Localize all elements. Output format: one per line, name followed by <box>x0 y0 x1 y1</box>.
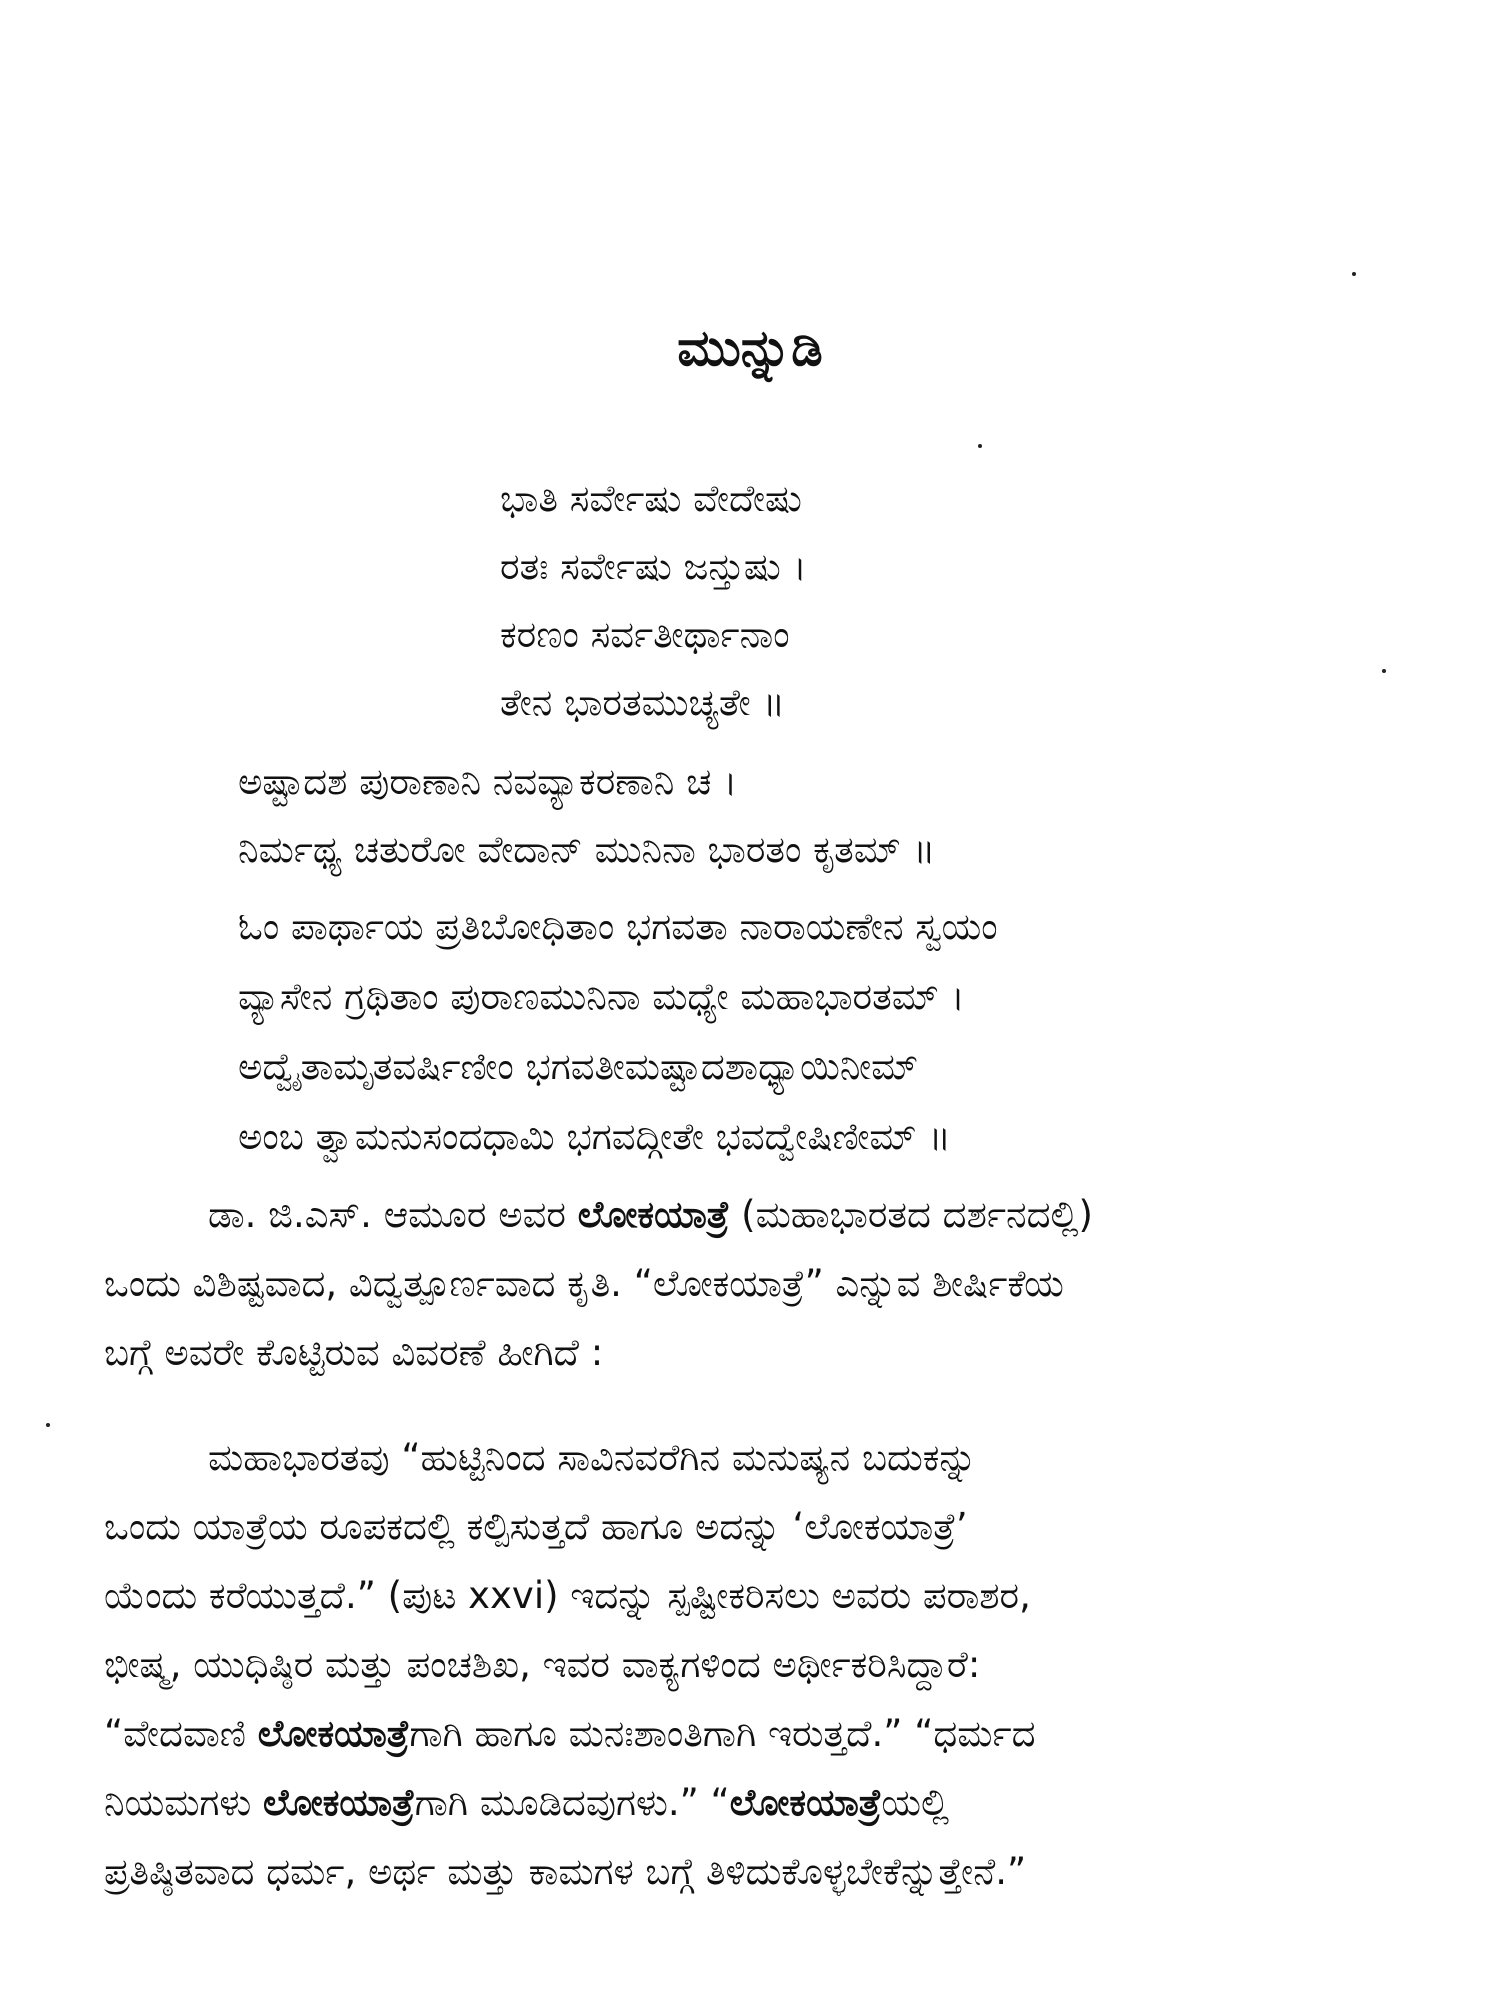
sanskrit-verse-3 <box>238 892 1438 1172</box>
paragraph-line: ಒಂದು ವಿಶಿಷ್ಟವಾದ, ವಿದ್ವತ್ಪೂರ್ಣವಾದ ಕೃತಿ. “ಲೋಕಯಾತ್ರೆ” ಎನ್ನುವ ಶೀರ್ಷಿಕೆಯ <box>104 1262 1064 1305</box>
text-run: ಯಲ್ಲಿ <box>881 1781 950 1824</box>
scan-speck <box>1352 272 1356 276</box>
verse-line: ಓಂ ಪಾರ್ಥಾಯ ಪ್ರತಿಬೋಧಿತಾಂ ಭಗವತಾ ನಾರಾಯಣೇನ ಸ್ವಯಂ <box>238 905 998 948</box>
paragraph-1 <box>104 1180 1404 1387</box>
paragraph-line: ಭೀಷ್ಮ, ಯುಧಿಷ್ಠಿರ ಮತ್ತು ಪಂಚಶಿಖ, ಇವರ ವಾಕ್ಯಗಳಿಂದ ಅರ್ಥೀಕರಿಸಿದ್ದಾರೆ: <box>104 1643 981 1686</box>
paragraph-line: ಒಂದು ಯಾತ್ರೆಯ ರೂಪಕದಲ್ಲಿ ಕಲ್ಪಿಸುತ್ತದೆ ಹಾಗೂ ಅದನ್ನು ‘ಲೋಕಯಾತ್ರೆ’ <box>104 1505 968 1548</box>
text-run: ನಿಯಮಗಳು <box>104 1781 264 1824</box>
verse-line: ಅದ್ವೈತಾಮೃತವರ್ಷಿಣೀಂ ಭಗವತೀಮಷ್ಟಾದಶಾಧ್ಯಾಯಿನೀಮ್ <box>238 1045 919 1088</box>
verse-line: ವ್ಯಾಸೇನ ಗ್ರಥಿತಾಂ ಪುರಾಣಮುನಿನಾ ಮಧ್ಯೇ ಮಹಾಭಾರತಮ್ । <box>238 975 965 1018</box>
paragraph-line: ಪ್ರತಿಷ್ಠಿತವಾದ ಧರ್ಮ, ಅರ್ಥ ಮತ್ತು ಕಾಮಗಳ ಬಗ್ಗೆ ತಿಳಿದುಕೊಳ್ಳಬೇಕೆನ್ನುತ್ತೇನೆ.” <box>104 1850 1027 1893</box>
page-title: ಮುನ್ನುಡಿ <box>677 319 823 377</box>
paragraph-line: ಯೆಂದು ಕರೆಯುತ್ತದೆ.” (ಪುಟ xxvi) ಇದನ್ನು ಸ್ಪಷ್ಟೀಕರಿಸಲು ಅವರು ಪರಾಶರ, <box>104 1574 1031 1617</box>
text-run: ಡಾ. ಜಿ.ಎಸ್. ಆಮೂರ ಅವರ <box>208 1193 578 1236</box>
text-run: “ವೇದವಾಣಿ <box>104 1712 258 1755</box>
verse-line: ಭಾತಿ ಸರ್ವೇಷು ವೇದೇಷು <box>500 477 802 520</box>
text-run: (ಮಹಾಭಾರತದ ದರ್ಶನದಲ್ಲಿ) <box>729 1193 1093 1236</box>
verse-line: ಕರಣಂ ಸರ್ವತೀರ್ಥಾನಾಂ <box>500 613 790 656</box>
book-title: ಲೋಕಯಾತ್ರೆ <box>577 1193 730 1236</box>
paragraph-2 <box>104 1423 1404 1906</box>
text-run: ಗಾಗಿ ಮೂಡಿದವುಗಳು.” “ <box>414 1781 730 1824</box>
sanskrit-verse-2 <box>238 748 1438 884</box>
book-title: ಲೋಕಯಾತ್ರೆ <box>257 1712 410 1755</box>
scan-speck <box>46 1423 50 1427</box>
scan-speck <box>978 444 982 448</box>
verse-line: ನಿರ್ಮಥ್ಯ ಚತುರೋ ವೇದಾನ್ ಮುನಿನಾ ಭಾರತಂ ಕೃತಮ್ ॥ <box>238 828 936 871</box>
paragraph-line: ಬಗ್ಗೆ ಅವರೇ ಕೊಟ್ಟಿರುವ ವಿವರಣೆ ಹೀಗಿದೆ : <box>104 1331 604 1374</box>
verse-line: ತೇನ ಭಾರತಮುಚ್ಯತೇ ॥ <box>500 681 786 724</box>
verse-line: ಅಂಬ ತ್ವಾಮನುಸಂದಧಾಮಿ ಭಗವದ್ಗೀತೇ ಭವದ್ವೇಷಿಣೀಮ್ ॥ <box>238 1115 951 1158</box>
book-title: ಲೋಕಯಾತ್ರೆ <box>729 1781 882 1824</box>
paragraph-line <box>104 1699 1404 1768</box>
verse-line: ರತಃ ಸರ್ವೇಷು ಜನ್ತುಷು । <box>500 545 807 588</box>
text-run: ಗಾಗಿ ಹಾಗೂ ಮನಃಶಾಂತಿಗಾಗಿ ಇರುತ್ತದೆ.” “ಧರ್ಮದ <box>409 1712 1036 1755</box>
verse-line: ಅಷ್ಟಾದಶ ಪುರಾಣಾನಿ ನವವ್ಯಾಕರಣಾನಿ ಚ । <box>238 760 738 803</box>
paragraph-line <box>104 1180 1404 1249</box>
paragraph-line: ಮಹಾಭಾರತವು “ಹುಟ್ಟಿನಿಂದ ಸಾವಿನವರೆಗಿನ ಮನುಷ್ಯನ ಬದುಕನ್ನು <box>208 1436 977 1479</box>
sanskrit-verse-1 <box>500 465 1400 737</box>
book-title: ಲೋಕಯಾತ್ರೆ <box>263 1781 415 1824</box>
paragraph-line <box>104 1768 1404 1837</box>
